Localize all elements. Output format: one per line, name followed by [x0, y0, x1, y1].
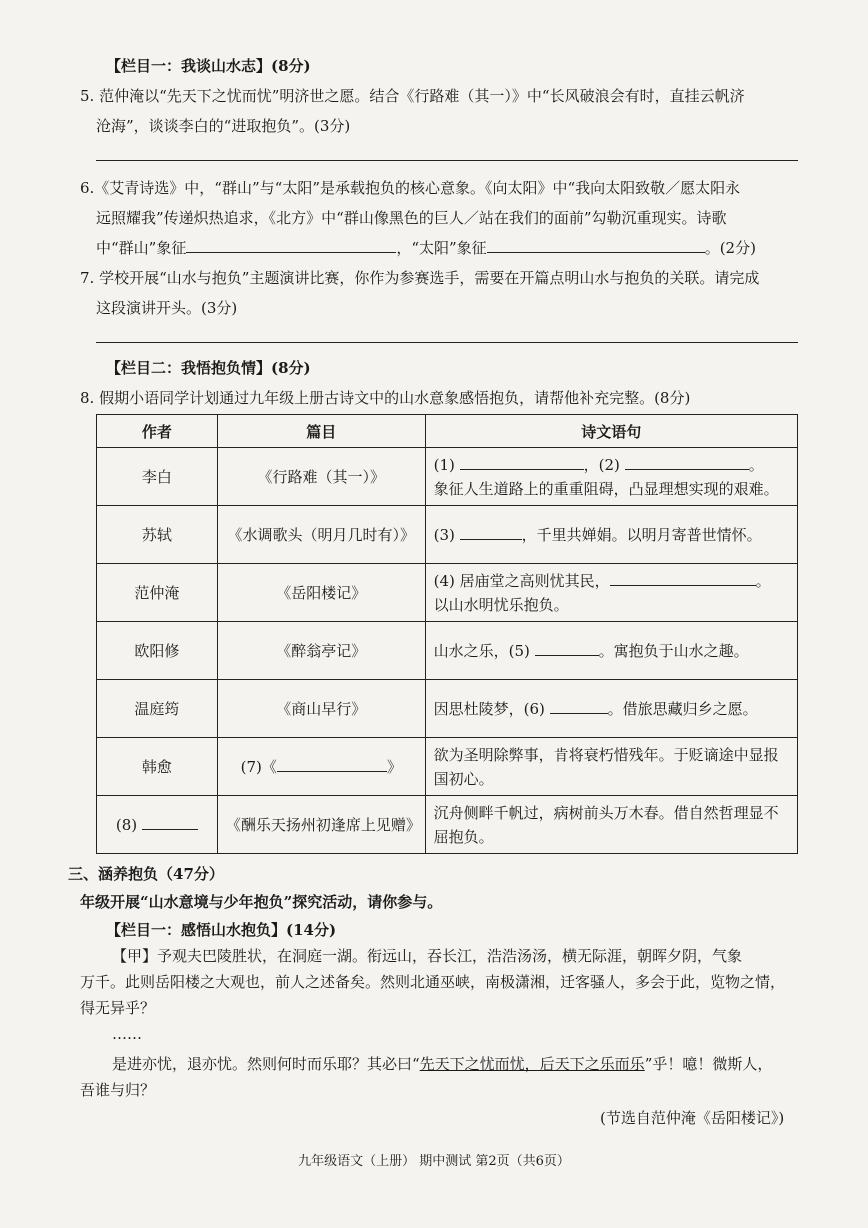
author-cell: 欧阳修	[97, 622, 218, 680]
title-cell: 《酬乐天扬州初逢席上见赠》	[217, 796, 425, 854]
table-header-row	[97, 415, 798, 448]
passage-source: (节选自范仲淹《岳阳楼记》)	[600, 1109, 785, 1127]
question-6-line-2: 远照耀我”传递炽热追求，《北方》中“群山像黑色的巨人／站在我们的面前”勾勒沉重现实。诗歌	[96, 209, 727, 227]
author-cell: 韩愈	[97, 738, 218, 796]
blank-2[interactable]	[625, 455, 749, 470]
table-row	[97, 448, 798, 506]
blank-label-6: 因思杜陵梦，(6)	[433, 699, 545, 718]
activity-intro: 年级开展“山水意境与少年抱负”探究活动，请你参与。	[80, 893, 443, 911]
table-row	[97, 680, 798, 738]
row-note: 。寓抱负于山水之趣。	[598, 641, 749, 660]
blank-label-8: (8)	[115, 816, 138, 834]
poem-table	[96, 414, 798, 854]
section-three-heading: 三、涵养抱负（47分）	[68, 865, 224, 883]
blank-label-4: (4) 居庙堂之高则忧其民，	[433, 571, 610, 590]
question-5-line-2: 沧海”，谈谈李白的“进取抱负”。(3分)	[96, 117, 351, 135]
title-close: 》	[386, 758, 402, 776]
title-cell: 《岳阳楼记》	[217, 564, 425, 622]
blank-8[interactable]	[142, 815, 198, 830]
row-line: 沉舟侧畔千帆过，病树前头万木春。借自然哲理显不	[433, 803, 779, 822]
question-8: 8. 假期小语同学计划通过九年级上册古诗文中的山水意象感悟抱负，请帮他补充完整。(8分)	[80, 389, 691, 407]
question-7-line-1: 7. 学校开展“山水与抱负”主题演讲比赛，你作为参赛选手，需要在开篇点明山水与抱负的关联。请完成	[80, 269, 760, 287]
title-cell: 《水调歌头（明月几时有）》	[217, 506, 425, 564]
q6-mountain-label: 中“群山”象征	[96, 239, 187, 257]
passage-ellipsis: ……	[112, 1025, 142, 1043]
blank-end: 。	[755, 571, 771, 590]
table-row	[97, 622, 798, 680]
question-6-line-1: 6.《艾青诗选》中，“群山”与“太阳”是承载抱负的核心意象。《向太阳》中“我向太阳致敬／愿太阳永	[80, 179, 741, 197]
column-one-heading: 【栏目一：我谈山水志】(8分)	[106, 57, 311, 75]
table-row	[97, 796, 798, 854]
column-one-heading-b: 【栏目一：感悟山水抱负】(14分)	[106, 921, 337, 939]
blank-label-3: (3)	[433, 525, 455, 544]
blank-4[interactable]	[610, 571, 756, 586]
lines-cell	[425, 622, 797, 680]
column-two-heading: 【栏目二：我悟抱负情】(8分)	[106, 359, 311, 377]
table-row	[97, 506, 798, 564]
row-note: 国初心。	[433, 769, 494, 788]
row-note: 象征人生道路上的重重阻碍，凸显理想实现的艰难。	[433, 479, 779, 498]
answer-line-q7[interactable]	[96, 342, 798, 343]
blank-6[interactable]	[550, 699, 608, 714]
passage-line-5: 吾谁与归？	[80, 1081, 156, 1099]
blank-7[interactable]	[277, 757, 387, 772]
lines-cell	[425, 448, 797, 506]
row-note: 以山水明忧乐抱负。	[433, 595, 569, 614]
author-cell	[97, 796, 218, 854]
q6-score: 。(2分)	[704, 239, 756, 257]
question-5-line-1: 5. 范仲淹以“先天下之忧而忧”明济世之愿。结合《行路难（其一）》中“长风破浪会有时，直挂云帆济	[80, 87, 745, 105]
author-cell: 李白	[97, 448, 218, 506]
passage-line-2: 万千。此则岳阳楼之大观也，前人之述备矣。然则北通巫峡，南极潇湘，迁客骚人，多会于此，览物之情，	[80, 973, 786, 991]
underlined-quote: 先天下之忧而忧，后天下之乐而乐	[419, 1055, 645, 1073]
table-row	[97, 564, 798, 622]
passage-text: 是进亦忧，退亦忧。然则何时而乐耶？其必曰“	[112, 1055, 420, 1073]
page-footer: 九年级语文（上册） 期中测试 第2页（共6页）	[298, 1154, 570, 1169]
question-7-line-2: 这段演讲开头。(3分)	[96, 299, 238, 317]
author-cell: 范仲淹	[97, 564, 218, 622]
row-line: 欲为圣明除弊事，肯将衰朽惜残年。于贬谪途中显报	[433, 745, 779, 764]
author-cell: 温庭筠	[97, 680, 218, 738]
title-cell: 《商山早行》	[217, 680, 425, 738]
row-note: ，千里共婵娟。以明月寄普世情怀。	[521, 525, 762, 544]
lines-cell	[425, 680, 797, 738]
passage-line-4	[112, 1054, 772, 1074]
blank-label-2: ，(2)	[583, 455, 620, 474]
passage-text: ”乎！噫！微斯人，	[644, 1055, 773, 1073]
blank-label-1: (1)	[433, 455, 455, 474]
blank-5[interactable]	[535, 641, 599, 656]
title-cell: 《醉翁亭记》	[217, 622, 425, 680]
row-note: 。借旅思藏归乡之愿。	[607, 699, 758, 718]
blank-label-5: 山水之乐，(5)	[433, 641, 530, 660]
passage-line-3: 得无异乎？	[80, 999, 156, 1017]
header-author: 作者	[97, 415, 218, 448]
blank-1[interactable]	[460, 455, 584, 470]
header-title: 篇目	[217, 415, 425, 448]
title-cell	[217, 738, 425, 796]
lines-cell	[425, 506, 797, 564]
q6-sun-blank[interactable]	[487, 238, 705, 253]
header-lines: 诗文语句	[425, 415, 797, 448]
title-cell: 《行路难（其一）》	[217, 448, 425, 506]
row-note: 屈抱负。	[433, 827, 494, 846]
table-row	[97, 738, 798, 796]
lines-cell	[425, 738, 797, 796]
q6-mountain-blank[interactable]	[186, 238, 396, 253]
answer-line-q5[interactable]	[96, 160, 798, 161]
blank-3[interactable]	[460, 525, 522, 540]
blank-label-7: (7)《	[240, 758, 277, 776]
question-6-line-3	[96, 238, 756, 258]
passage-line-1: 【甲】予观夫巴陵胜状，在洞庭一湖。衔远山，吞长江，浩浩汤汤，横无际涯，朝晖夕阴，气象	[112, 947, 743, 965]
lines-cell	[425, 796, 797, 854]
blank-end: 。	[748, 455, 764, 474]
lines-cell	[425, 564, 797, 622]
author-cell: 苏轼	[97, 506, 218, 564]
q6-sun-label: ，“太阳”象征	[396, 239, 487, 257]
